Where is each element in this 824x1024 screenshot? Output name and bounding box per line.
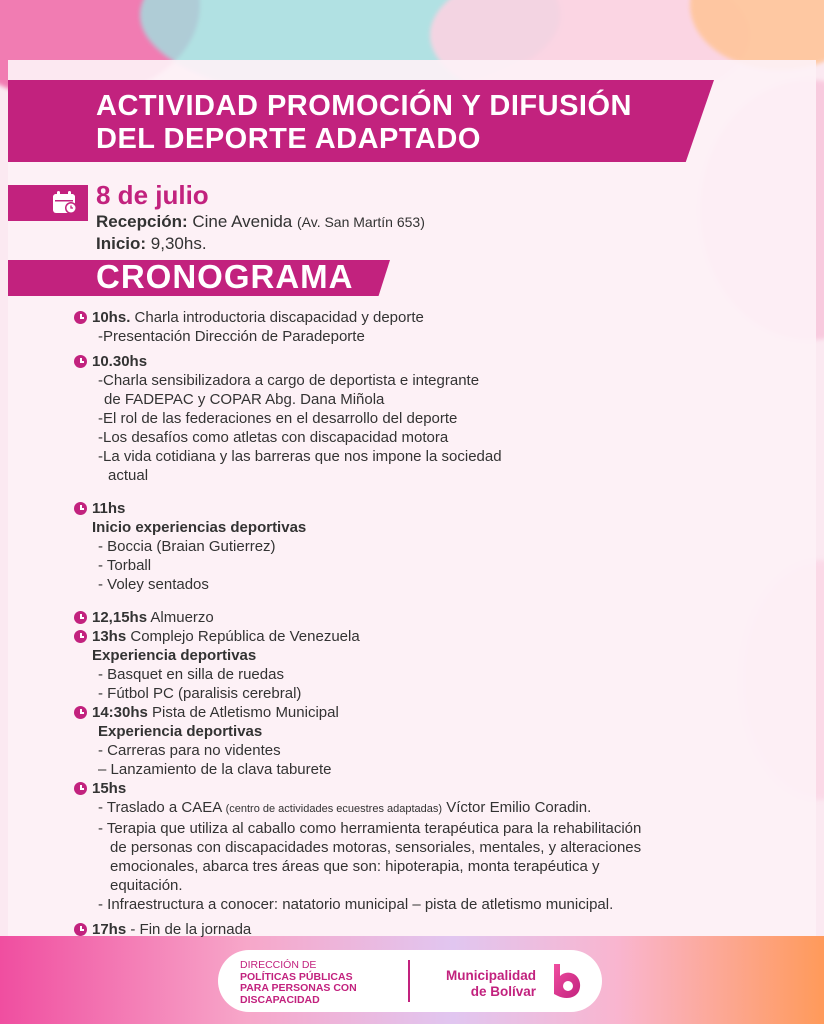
logo-divider xyxy=(408,960,410,1002)
start-info xyxy=(96,234,207,254)
schedule-time: 17hs xyxy=(92,921,127,938)
schedule-text: - Fin de la jornada xyxy=(130,921,252,938)
page-title xyxy=(96,90,716,156)
municipality-logo xyxy=(430,968,536,1000)
schedule-time: 10hs. xyxy=(92,309,131,326)
start-label: Inicio: xyxy=(96,234,147,253)
schedule-time: 14:30hs xyxy=(92,704,148,721)
clock-icon xyxy=(74,706,87,719)
schedule-line: – Lanzamiento de la clava taburete xyxy=(98,761,332,778)
dept-line-1: DIRECCIÓN DE xyxy=(240,959,317,971)
event-date: 8 de julio xyxy=(96,180,209,210)
schedule-line: - Torball xyxy=(98,557,152,574)
clock-icon xyxy=(74,311,87,324)
schedule-line: - Traslado a CAEA xyxy=(98,799,222,816)
schedule-text: Charla introductoria discapacidad y deporte xyxy=(134,309,424,326)
schedule-text: Almuerzo xyxy=(150,609,214,626)
schedule-subtitle: Inicio experiencias deportivas xyxy=(92,519,307,536)
schedule-line: de personas con discapacidades motoras, sensoriales, mentales, y alteraciones xyxy=(110,839,642,856)
schedule-line: emocionales, abarca tres áreas que son: hipoterapia, monta terapéutica y xyxy=(110,858,600,875)
schedule-line: de FADEPAC y COPAR Abg. Dana Miñola xyxy=(104,391,385,408)
schedule-line: -Presentación Dirección de Paradeporte xyxy=(98,328,365,345)
schedule-text: Pista de Atletismo Municipal xyxy=(152,704,339,721)
schedule-time: 11hs xyxy=(92,500,126,517)
clock-icon xyxy=(74,502,87,515)
reception-address: (Av. San Martín 653) xyxy=(296,214,425,230)
schedule-line: -La vida cotidiana y las barreras que nos impone la sociedad xyxy=(98,448,502,465)
schedule-item xyxy=(74,703,774,779)
schedule-line: Víctor Emilio Coradin. xyxy=(446,799,592,816)
department-logo xyxy=(240,960,357,1006)
schedule-note: (centro de actividades ecuestres adaptadas) xyxy=(225,803,443,815)
clock-icon xyxy=(74,782,87,795)
schedule-item xyxy=(74,627,774,703)
schedule-item xyxy=(74,920,774,939)
muni-line-2: de Bolívar xyxy=(470,984,536,999)
clock-icon xyxy=(74,630,87,643)
schedule-subtitle: Experiencia deportivas xyxy=(92,647,257,664)
reception-label: Recepción: xyxy=(96,212,188,231)
muni-line-1: Municipalidad xyxy=(445,968,536,983)
schedule-subtitle: Experiencia deportivas xyxy=(98,723,263,740)
schedule-time: 13hs xyxy=(92,628,127,645)
schedule-time: 15hs xyxy=(92,780,127,797)
cronograma-title: CRONOGRAMA xyxy=(96,258,354,295)
reception-info xyxy=(96,212,425,232)
schedule-item xyxy=(74,779,774,914)
start-time: 9,30hs. xyxy=(150,234,207,253)
schedule-line: -Charla sensibilizadora a cargo de deportista e integrante xyxy=(98,372,480,389)
schedule-line: equitación. xyxy=(110,877,183,894)
schedule-line: actual xyxy=(108,467,149,484)
title-line-2: DEL DEPORTE ADAPTADO xyxy=(96,123,481,155)
reception-place: Cine Avenida xyxy=(192,212,293,231)
schedule-line: - Voley sentados xyxy=(98,576,209,593)
dept-line-4: DISCAPACIDAD xyxy=(240,993,320,1006)
schedule-line: -El rol de las federaciones en el desarrollo del deporte xyxy=(98,410,458,427)
schedule xyxy=(74,308,774,939)
schedule-line: -Los desafíos como atletas con discapacidad motora xyxy=(98,429,449,446)
schedule-time: 12,15hs xyxy=(92,609,148,626)
schedule-line: - Infraestructura a conocer: natatorio municipal – pista de atletismo municipal. xyxy=(98,896,614,913)
schedule-line: - Carreras para no videntes xyxy=(98,742,281,759)
clock-icon xyxy=(74,355,87,368)
bolivar-b-logo-icon xyxy=(548,962,584,1000)
clock-icon xyxy=(74,923,87,936)
schedule-line: - Terapia que utiliza al caballo como herramienta terapéutica para la rehabilitación xyxy=(98,820,642,837)
dept-line-3: PARA PERSONAS CON xyxy=(240,982,357,994)
schedule-line: - Fútbol PC (paralisis cerebral) xyxy=(98,685,302,702)
schedule-item xyxy=(74,499,774,594)
schedule-text: Complejo República de Venezuela xyxy=(130,628,360,645)
title-line-1: ACTIVIDAD PROMOCIÓN Y DIFUSIÓN xyxy=(96,90,632,122)
schedule-line: - Basquet en silla de ruedas xyxy=(98,666,284,683)
schedule-item xyxy=(74,308,774,346)
clock-icon xyxy=(74,611,87,624)
calendar-icon xyxy=(52,191,78,215)
schedule-item xyxy=(74,608,774,627)
schedule-time: 10.30hs xyxy=(92,353,148,370)
dept-line-2: POLÍTICAS PÚBLICAS xyxy=(240,970,353,983)
schedule-item xyxy=(74,352,774,485)
schedule-line: - Boccia (Braian Gutierrez) xyxy=(98,538,276,555)
